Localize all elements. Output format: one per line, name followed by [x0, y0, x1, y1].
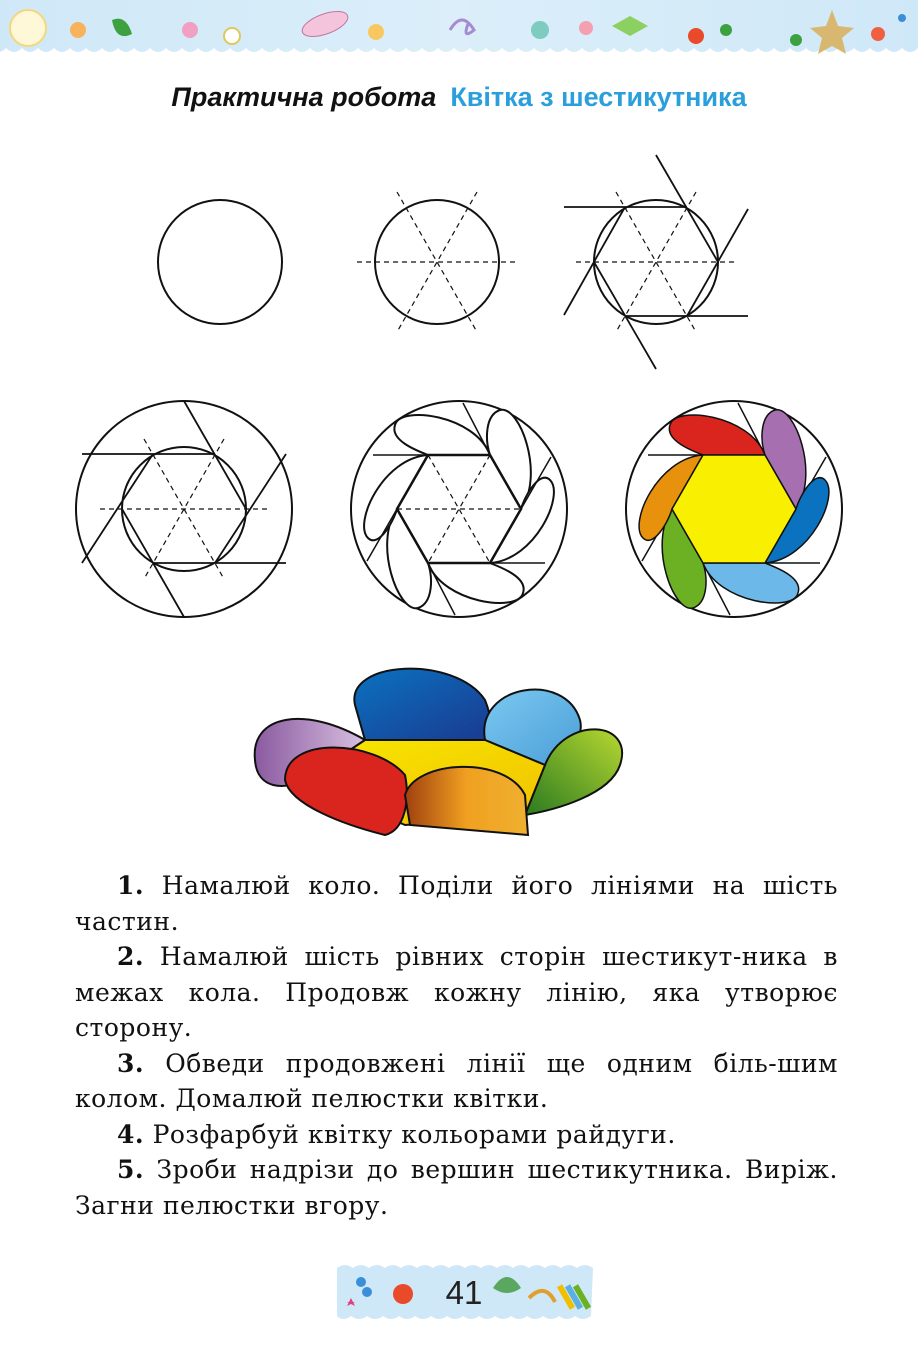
step-number: 1. — [117, 871, 145, 900]
step-text: Розфарбуй квітку кольорами райдуги. — [152, 1119, 676, 1149]
page-number-badge — [333, 1262, 595, 1322]
page-title — [0, 82, 918, 113]
figure-extended-hexagon — [560, 150, 760, 372]
topic-title: Квітка з шестикутника — [450, 82, 747, 112]
step-text: Обведи продовжені лінії ще одним біль-шим колом. Домалюй пелюстки квітки. — [75, 1048, 839, 1113]
section-label: Практична робота — [171, 82, 437, 112]
step-4 — [75, 1117, 838, 1153]
instructions — [75, 868, 838, 1223]
step-number: 4. — [117, 1119, 145, 1149]
step-number: 3. — [117, 1048, 145, 1078]
figure-outer-circle — [70, 395, 298, 623]
page-number: 41 — [445, 1274, 483, 1311]
step-2 — [75, 939, 838, 1046]
figure-petal-outline — [345, 395, 573, 623]
step-5 — [75, 1152, 838, 1223]
step-text: Намалюй шість рівних сторін шестикут-ника в межах кола. Продовж кожну лінію, яка утворює сторону. — [75, 942, 838, 1042]
step-3 — [75, 1046, 838, 1117]
step-text: Зроби надрізи до вершин шестикутника. Виріж. Загни пелюстки вгору. — [75, 1155, 838, 1220]
decorative-top-border — [0, 0, 918, 62]
figure-folded-flower — [245, 655, 635, 850]
step-number: 5. — [117, 1155, 145, 1184]
step-text: Намалюй коло. Поділи його лініями на шість частин. — [75, 871, 838, 936]
step-number: 2. — [117, 942, 145, 971]
figure-divided-circle — [355, 190, 521, 340]
figure-circle — [150, 195, 290, 335]
step-1 — [75, 868, 838, 939]
figure-colored-flower — [620, 395, 848, 623]
